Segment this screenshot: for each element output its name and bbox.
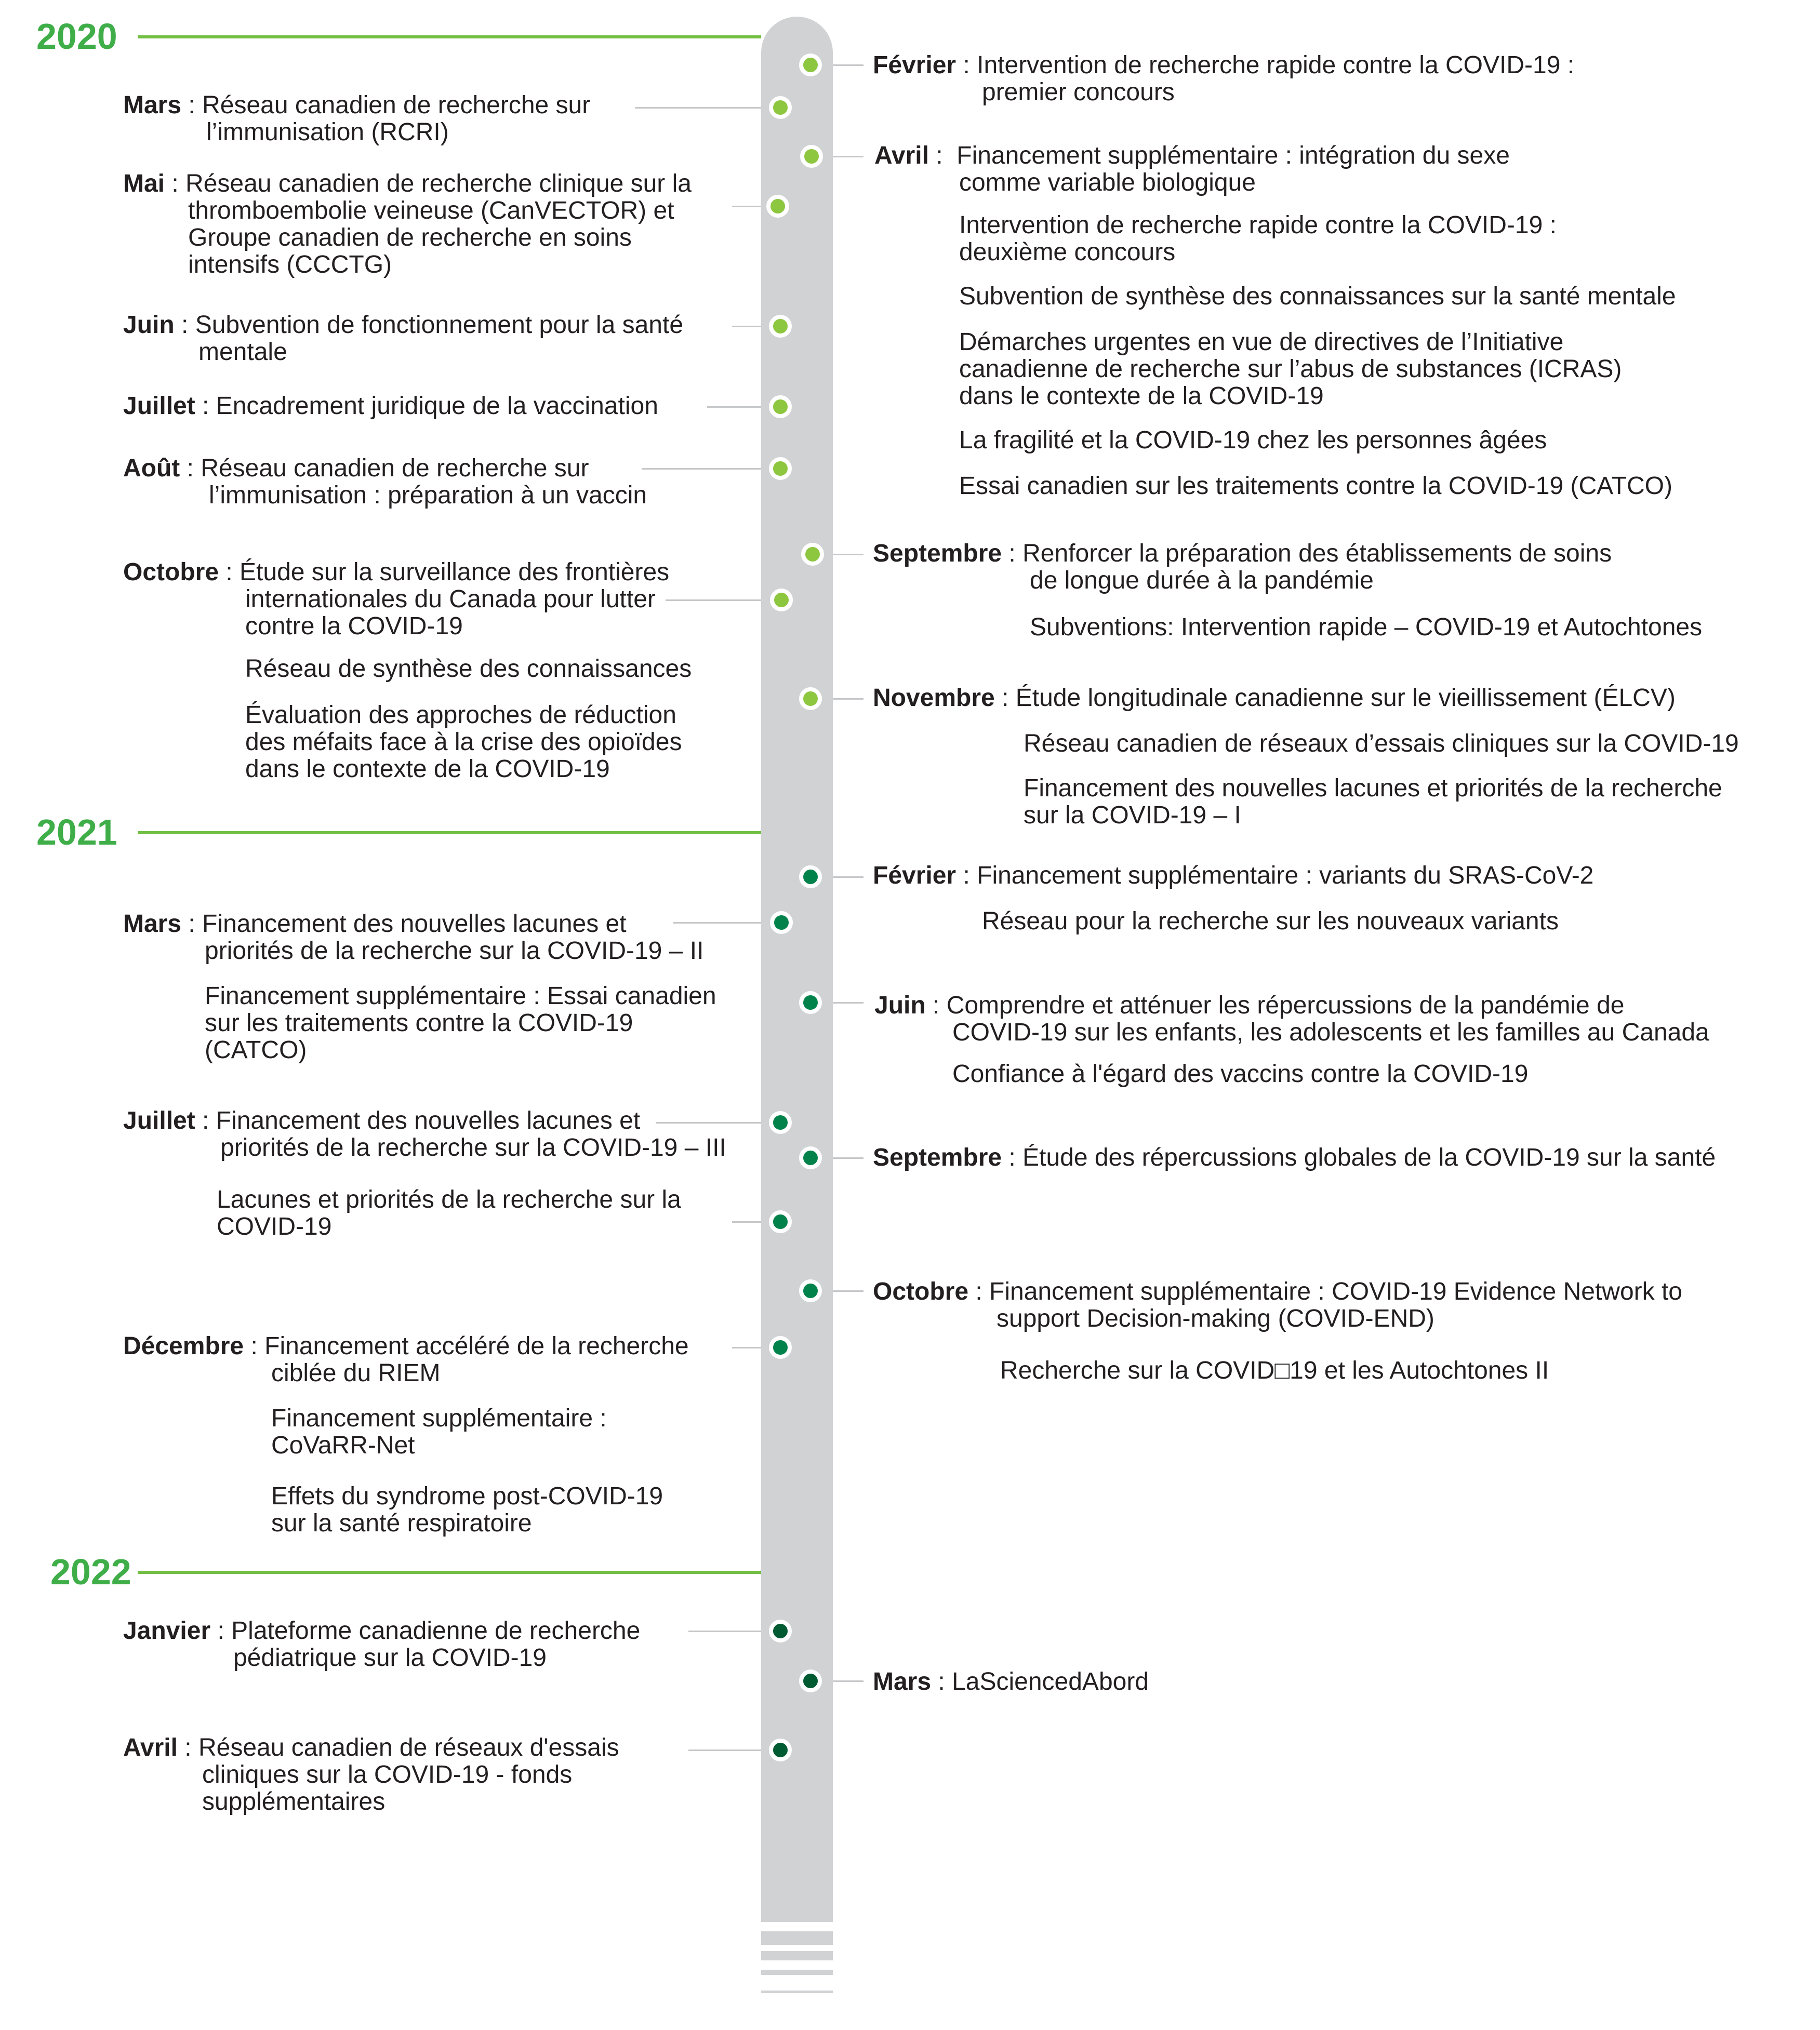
year-label-2021: 2021 (36, 812, 117, 852)
entry-text-line (873, 1144, 1716, 1171)
entry-text-line: COVID-19 sur les enfants, les adolescents et les familles au Canada (952, 1019, 1709, 1046)
entry-description: Évaluation des approches de réduction (245, 701, 676, 729)
entry-connector-line (688, 1749, 761, 1751)
entry-text-line (123, 455, 589, 482)
entry-connector-line (673, 922, 761, 924)
entry-connector-line (833, 64, 863, 66)
entry-text-line (123, 1333, 689, 1360)
entry-text-line: cliniques sur la COVID-19 - fonds (202, 1761, 573, 1788)
entry-connector-line (635, 107, 761, 109)
timeline-dot-marker (799, 991, 822, 1014)
entry-text-line: mentale (198, 338, 287, 366)
entry-text-line: pédiatrique sur la COVID-19 (233, 1644, 547, 1672)
entry-connector-line (833, 554, 863, 555)
entry-text-line (952, 1061, 1528, 1088)
entry-text-line: CoVaRR-Net (271, 1432, 415, 1459)
entry-text-line (959, 212, 1557, 239)
entry-text-line (217, 1186, 681, 1213)
entry-separator: : (244, 1332, 265, 1360)
entry-separator: : (956, 862, 977, 889)
entry-connector-line (833, 1290, 863, 1292)
entry-separator: : (1002, 1144, 1023, 1171)
entry-description: Étude des répercussions globales de la COVID-19 sur la santé (1022, 1144, 1716, 1171)
year-rule-2021 (138, 831, 761, 834)
timeline-dot-marker (769, 1210, 792, 1233)
entry-description: Subvention de synthèse des connaissances sur la santé mentale (959, 283, 1676, 310)
entry-text-line (271, 1483, 663, 1510)
entry-description: Intervention de recherche rapide contre la COVID-19 : (959, 211, 1557, 239)
year-rule-2020 (138, 35, 761, 38)
entry-text-line (123, 92, 590, 119)
entry-separator: : (1002, 540, 1023, 567)
entry-text-line: deuxième concours (959, 238, 1176, 266)
entry-month-label: Mai (123, 170, 165, 197)
entry-text-line: premier concours (982, 78, 1175, 106)
entry-text-line: l’immunisation : préparation à un vaccin (209, 482, 647, 509)
entry-text-line (874, 992, 1624, 1019)
entry-text-line (959, 427, 1547, 454)
entry-text-line (873, 685, 1676, 712)
entry-month-label: Mars (873, 1668, 932, 1695)
entry-connector-line (732, 1221, 761, 1223)
entry-text-line: dans le contexte de la COVID-19 (245, 755, 610, 783)
entry-description: Intervention de recherche rapide contre la COVID-19 : (977, 51, 1575, 79)
entry-separator: : (180, 455, 201, 482)
entry-description: Renforcer la préparation des établissements de soins (1022, 540, 1612, 567)
timeline-dot-marker (769, 1620, 792, 1642)
timeline-dot-marker (766, 195, 789, 218)
entry-description: Démarches urgentes en vue de directives de l’Initiative (959, 328, 1564, 356)
entry-text-line (873, 1278, 1682, 1305)
entry-description: Financement supplémentaire : intégration du sexe (957, 142, 1510, 169)
entry-text-line: canadienne de recherche sur l’abus de substances (ICRAS) (959, 355, 1622, 383)
timeline-dot-marker (799, 54, 822, 76)
entry-text-line (1030, 614, 1702, 641)
entry-month-label: Novembre (873, 684, 995, 712)
entry-description: LaSciencedAbord (952, 1668, 1149, 1695)
entry-description: Financement supplémentaire : COVID-19 Evidence Network to (989, 1278, 1682, 1305)
entry-text-line (873, 540, 1612, 567)
entry-text-line: sur la santé respiratoire (271, 1510, 532, 1537)
entry-text-line (873, 862, 1593, 889)
entry-separator: : (968, 1278, 990, 1305)
entry-text-line: l’immunisation (RCRI) (206, 118, 449, 146)
entry-month-label: Décembre (123, 1332, 244, 1360)
entry-text-line (123, 312, 683, 339)
timeline-dot-marker (799, 1146, 822, 1169)
timeline-dot-marker (770, 911, 793, 934)
entry-description: Financement des nouvelles lacunes et (202, 910, 627, 938)
entry-description: Essai canadien sur les traitements contre la COVID-19 (CATCO) (959, 472, 1672, 500)
entry-month-label: Juin (874, 992, 926, 1019)
entry-text-line: supplémentaires (202, 1788, 386, 1815)
entry-text-line (1024, 775, 1722, 802)
entry-text-line (245, 656, 692, 683)
entry-text-line: Groupe canadien de recherche en soins (188, 224, 632, 251)
entry-text-line: comme variable biologique (959, 169, 1256, 196)
entry-description: Effets du syndrome post-COVID-19 (271, 1483, 663, 1510)
entry-description: Financement supplémentaire : variants du SRAS-CoV-2 (977, 862, 1594, 889)
entry-text-line: ciblée du RIEM (271, 1359, 441, 1387)
entry-separator: : (174, 311, 195, 339)
entry-connector-line (707, 406, 761, 408)
entry-text-line: (CATCO) (205, 1036, 307, 1064)
entry-description: Financement supplémentaire : Essai canadien (205, 982, 716, 1010)
timeline-dot-marker (799, 865, 822, 888)
entry-connector-line (833, 1157, 863, 1159)
timeline-dot-marker (769, 1336, 792, 1359)
entry-separator: : (925, 992, 947, 1019)
entry-description: Réseau de synthèse des connaissances (245, 655, 692, 683)
entry-text-line: COVID-19 (217, 1213, 332, 1240)
entry-description: Étude longitudinale canadienne sur le vieillissement (ÉLCV) (1015, 684, 1676, 712)
entry-separator: : (994, 684, 1016, 712)
timeline-dot-marker (769, 457, 792, 480)
year-rule-2022 (138, 1571, 761, 1574)
entry-description: Encadrement juridique de la vaccination (216, 392, 658, 420)
entry-text-line: dans le contexte de la COVID-19 (959, 382, 1324, 410)
entry-separator: : (219, 558, 240, 586)
entry-description: Financement supplémentaire : (271, 1405, 607, 1432)
year-label-2022: 2022 (50, 1552, 131, 1592)
entry-connector-line (666, 599, 761, 601)
entry-text-line: des méfaits face à la crise des opioïdes (245, 728, 682, 756)
entry-description: Confiance à l'égard des vaccins contre la COVID-19 (952, 1060, 1529, 1088)
timeline-dot-marker (769, 315, 792, 338)
entry-text-line (1024, 730, 1739, 757)
entry-separator: : (956, 51, 977, 79)
timeline-dot-marker (799, 1670, 822, 1692)
entry-text-line (873, 52, 1574, 79)
entry-connector-line (732, 206, 761, 207)
timeline-dot-marker (770, 589, 793, 611)
entry-month-label: Août (123, 455, 180, 482)
entry-text-line (982, 908, 1559, 935)
timeline-dot-marker (800, 145, 823, 168)
entry-text-line: thromboembolie veineuse (CanVECTOR) et (188, 197, 674, 224)
entry-separator: : (165, 170, 186, 197)
entry-connector-line (732, 1347, 761, 1348)
entry-connector-line (833, 1002, 863, 1004)
entry-description: Réseau canadien de réseaux d’essais cliniques sur la COVID-19 (1024, 730, 1739, 757)
timeline-dot-marker (769, 395, 792, 418)
entry-description: Financement des nouvelles lacunes et (216, 1107, 641, 1134)
entry-description: Réseau canadien de réseaux d'essais (198, 1734, 619, 1761)
entry-text-line (205, 983, 716, 1010)
entry-text-line (959, 473, 1672, 500)
entry-text-line: contre la COVID-19 (245, 612, 463, 640)
entry-connector-line (833, 1680, 863, 1682)
entry-separator: : (177, 1734, 198, 1761)
entry-text-line: sur les traitements contre la COVID-19 (205, 1009, 633, 1037)
entry-month-label: Octobre (123, 558, 219, 586)
entry-month-label: Octobre (873, 1278, 969, 1305)
entry-month-label: Septembre (873, 1144, 1002, 1171)
timeline-track-stripe (761, 1931, 833, 1945)
timeline-track-stripe (761, 1991, 833, 1993)
entry-description: Subventions: Intervention rapide – COVID-19 et Autochtones (1030, 613, 1703, 641)
entry-description: Réseau canadien de recherche sur (202, 91, 591, 119)
entry-month-label: Février (873, 862, 957, 889)
timeline-dot-marker (799, 1279, 822, 1302)
entry-description: Réseau canadien de recherche sur (201, 455, 589, 482)
entry-description: Réseau canadien de recherche clinique sur la (185, 170, 692, 197)
entry-month-label: Mars (123, 910, 182, 938)
entry-separator: : (181, 91, 203, 119)
entry-connector-line (833, 698, 863, 700)
entry-separator: : (195, 392, 216, 420)
entry-text-line (271, 1405, 607, 1432)
entry-connector-line (642, 468, 761, 470)
year-label-2020: 2020 (36, 16, 117, 57)
entry-month-label: Juillet (123, 392, 195, 420)
entry-text-line (959, 329, 1563, 356)
entry-text-line (1000, 1357, 1549, 1384)
entry-text-line (123, 1107, 640, 1134)
entry-month-label: Avril (874, 142, 929, 169)
entry-description: Recherche sur la COVID□19 et les Autochtones II (1000, 1357, 1549, 1384)
timeline-track-stripe (761, 1970, 833, 1975)
entry-description: Plateforme canadienne de recherche (231, 1617, 641, 1645)
entry-text-line (123, 1734, 619, 1761)
entry-text-line (873, 1668, 1149, 1695)
entry-text-line (123, 559, 669, 586)
entry-text-line: sur la COVID-19 – I (1024, 802, 1241, 829)
timeline-track-stripe (761, 1951, 833, 1960)
entry-connector-line (833, 156, 863, 157)
entry-month-label: Janvier (123, 1617, 211, 1645)
entry-description: Financement des nouvelles lacunes et priorités de la recherche (1024, 774, 1722, 802)
entry-description: Étude sur la surveillance des frontières (240, 558, 670, 586)
entry-text-line (245, 702, 676, 729)
entry-description: Lacunes et priorités de la recherche sur la (217, 1186, 681, 1213)
entry-month-label: Septembre (873, 540, 1002, 567)
entry-text-line: priorités de la recherche sur la COVID-19 – III (220, 1134, 726, 1161)
entry-month-label: Mars (123, 91, 182, 119)
entry-description: Réseau pour la recherche sur les nouveaux variants (982, 907, 1559, 935)
entry-text-line (123, 393, 658, 420)
entry-separator: : (181, 910, 203, 938)
timeline-dot-marker (769, 1739, 792, 1761)
entry-connector-line (833, 876, 863, 878)
entry-description: Financement accéléré de la recherche (264, 1332, 689, 1360)
entry-separator: : (931, 1668, 952, 1695)
timeline-dot-marker (801, 543, 824, 566)
entry-separator: : (210, 1617, 232, 1645)
entry-text-line: priorités de la recherche sur la COVID-19 – II (205, 937, 704, 965)
entry-text-line (123, 1618, 640, 1645)
entry-text-line: intensifs (CCCTG) (188, 251, 392, 278)
entry-text-line (874, 142, 1510, 169)
entry-description: La fragilité et la COVID-19 chez les personnes âgées (959, 426, 1547, 454)
entry-text-line: internationales du Canada pour lutter (245, 585, 656, 613)
entry-month-label: Juillet (123, 1107, 195, 1134)
entry-month-label: Avril (123, 1734, 178, 1761)
entry-text-line (123, 911, 627, 938)
entry-month-label: Février (873, 51, 957, 79)
entry-separator: : (195, 1107, 216, 1134)
entry-month-label: Juin (123, 311, 175, 339)
entry-description: Comprendre et atténuer les répercussions de la pandémie de (946, 992, 1625, 1019)
entry-text-line: support Decision-making (COVID-END) (997, 1305, 1434, 1332)
entry-text-line (959, 283, 1676, 310)
timeline-dot-marker (769, 96, 792, 119)
entry-connector-line (688, 1631, 761, 1632)
timeline-dot-marker (769, 1111, 792, 1134)
entry-text-line: de longue durée à la pandémie (1030, 567, 1374, 594)
entry-description: Subvention de fonctionnement pour la santé (195, 311, 684, 339)
entry-connector-line (732, 326, 761, 327)
timeline-dot-marker (799, 687, 822, 710)
entry-connector-line (656, 1122, 761, 1124)
entry-separator: : (928, 142, 957, 169)
entry-text-line (123, 170, 692, 197)
